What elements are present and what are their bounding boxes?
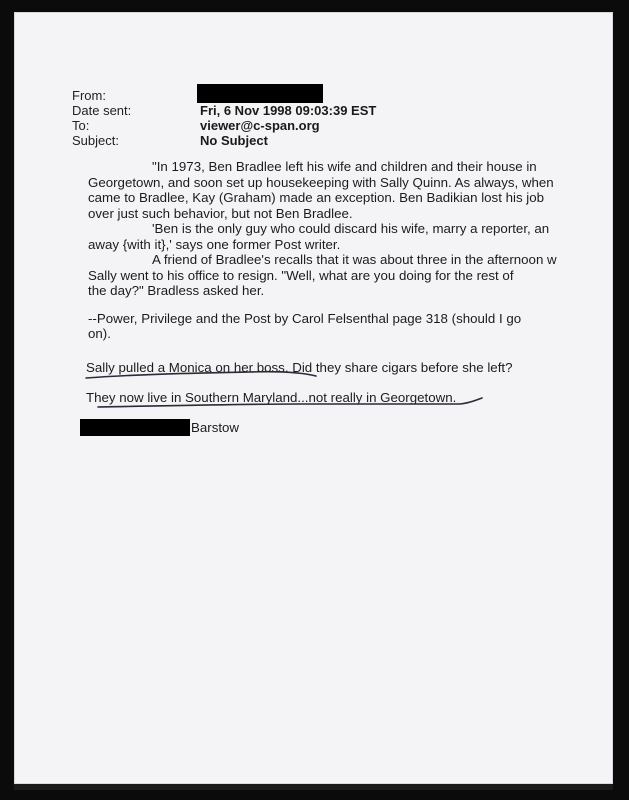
subject-value: No Subject <box>200 133 268 148</box>
comment-maryland: They now live in Southern Maryland...not really in Georgetown. <box>86 390 457 405</box>
quote-paragraph-1-line-2: Georgetown, and soon set up housekeeping with Sally Quinn. As always, when <box>88 174 554 190</box>
quote-paragraph-3-line-3: the day?" Bradless asked her. <box>88 283 265 298</box>
quote-paragraph-3-line-1: A friend of Bradlee's recalls that it was about three in the afternoon w <box>152 252 557 267</box>
quote-paragraph-1-line-3: came to Bradlee, Kay (Graham) made an exception. Ben Badikian lost his job <box>88 190 545 205</box>
subject-label: Subject: <box>72 133 119 148</box>
quote-paragraph-1-line-4: over just such behavior, but not Ben Bradlee. <box>88 205 353 221</box>
signature: Barstow <box>191 420 240 435</box>
redacted-from-address <box>197 84 323 103</box>
quote-paragraph-2-line-1: 'Ben is the only guy who could discard his wife, marry a reporter, an <box>152 221 550 236</box>
page-edge-shadow <box>14 784 613 790</box>
message-body <box>88 159 608 342</box>
citation-line-1: --Power, Privilege and the Post by Carol Felsenthal page 318 (should I go <box>88 310 522 326</box>
redacted-sender-name <box>80 419 190 436</box>
from-label: From: <box>72 88 106 103</box>
to-label: To: <box>72 118 90 133</box>
comment-monica: Sally pulled a Monica on her boss. Did they share cigars before she left? <box>86 360 513 375</box>
quote-paragraph-3-line-2: Sally went to his office to resign. "Well, what are you doing for the rest of <box>88 267 514 283</box>
quote-paragraph-1-line-1: "In 1973, Ben Bradlee left his wife and children and their house in <box>152 159 537 174</box>
date-sent-label: Date sent: <box>72 103 132 118</box>
to-value: viewer@c-span.org <box>200 118 320 133</box>
quote-paragraph-2-line-2: away {with it},' says one former Post writer. <box>88 236 341 252</box>
date-sent-value: Fri, 6 Nov 1998 09:03:39 EST <box>200 103 377 118</box>
citation-line-2: on). <box>88 326 111 341</box>
